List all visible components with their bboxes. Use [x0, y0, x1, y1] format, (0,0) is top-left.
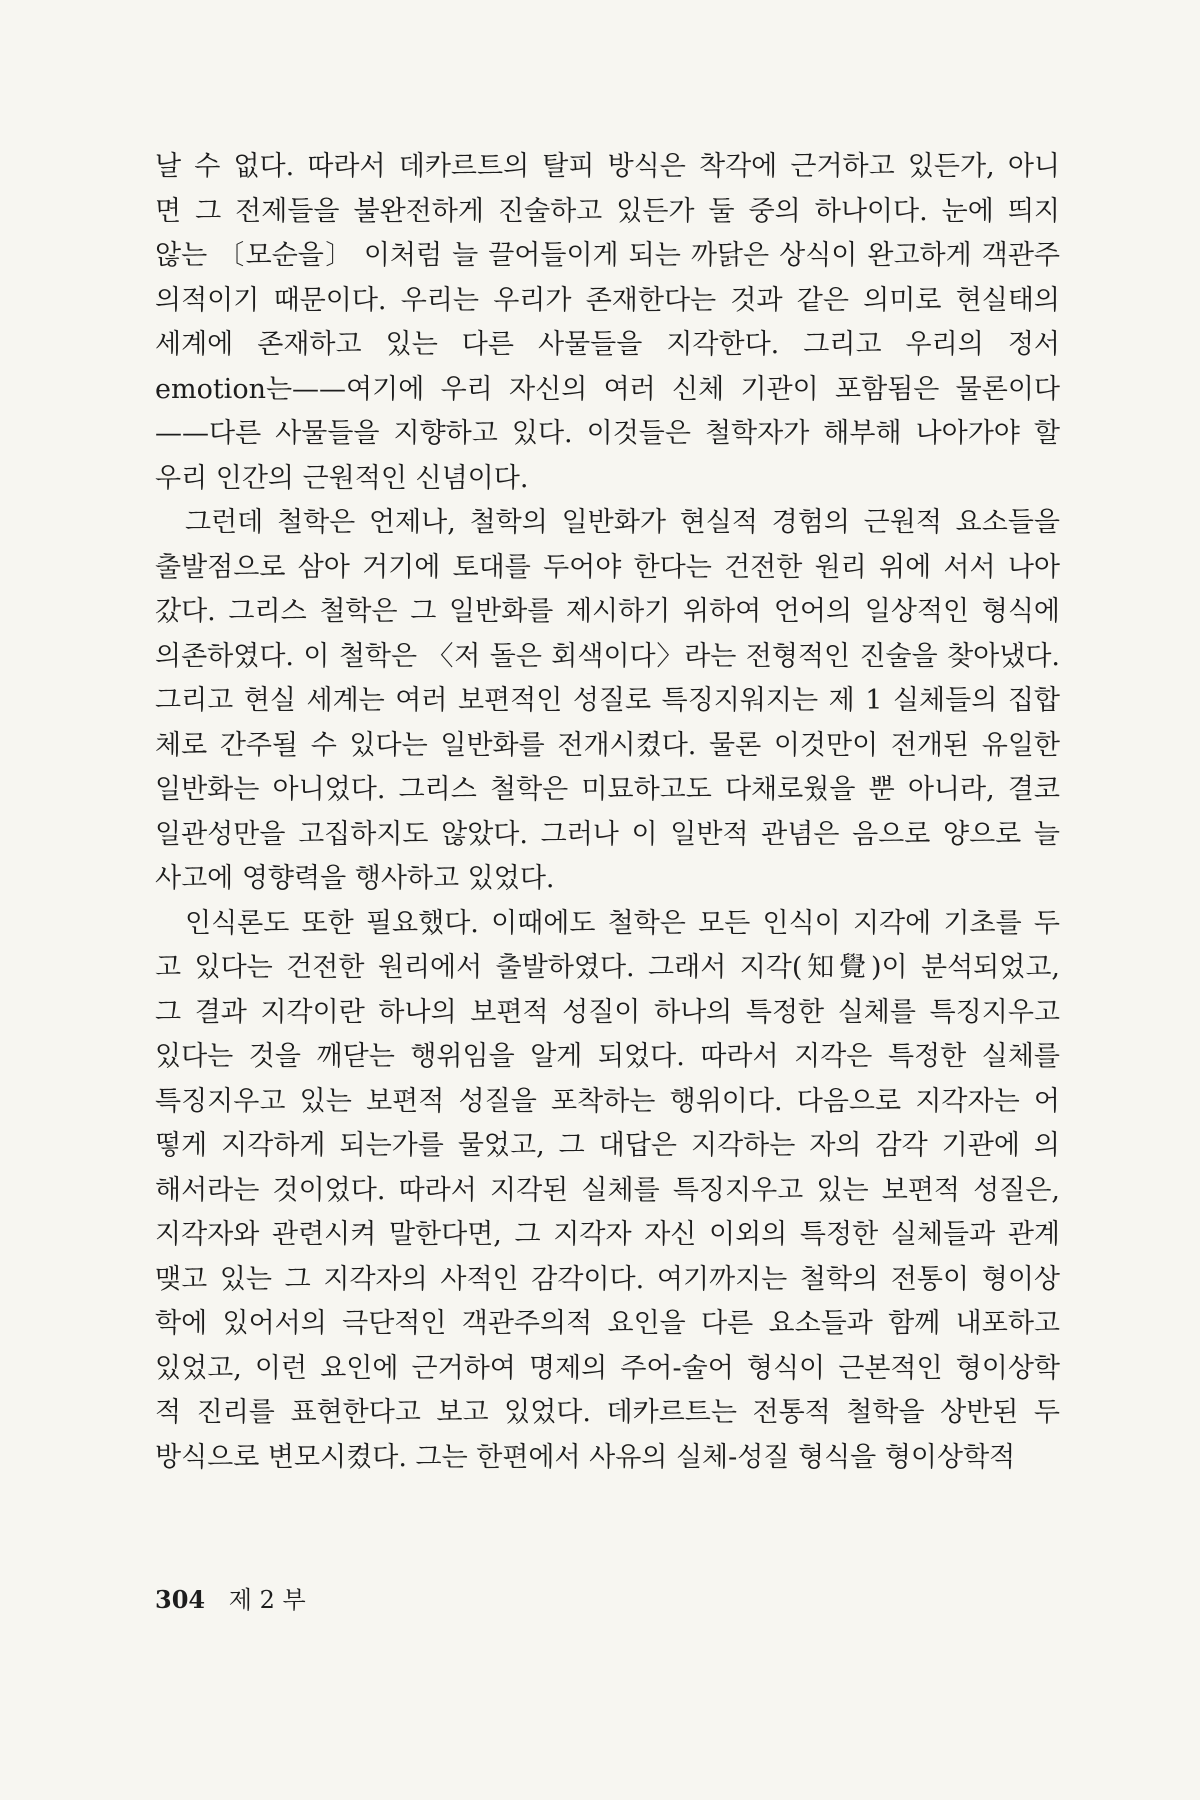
- text-line: 일반화는 아니었다. 그리스 철학은 미묘하고도 다채로웠을 뿐 아니라, 결코: [155, 774, 1060, 805]
- text-line: 떻게 지각하게 되는가를 물었고, 그 대답은 지각하는 자의 감각 기관에 의: [155, 1130, 1060, 1161]
- text-line: 방식으로 변모시켰다. 그는 한편에서 사유의 실체-성질 형식을 형이상학적: [155, 1441, 1016, 1473]
- text-line: 사고에 영향력을 행사하고 있었다.: [155, 863, 555, 894]
- text-line: 있었고, 이런 요인에 근거하여 명제의 주어-술어 형식이 근본적인 형이상학: [155, 1352, 1060, 1384]
- text-line: 일관성만을 고집하지도 않았다. 그러나 이 일반적 관념은 음으로 양으로 늘: [155, 818, 1060, 850]
- text-line: 맺고 있는 그 지각자의 사적인 감각이다. 여기까지는 철학의 전통이 형이상: [155, 1263, 1060, 1295]
- text-line: 고 있다는 건전한 원리에서 출발하였다. 그래서 지각(知覺)이 분석되었고,: [155, 952, 1060, 983]
- page-number: 304: [155, 1585, 206, 1614]
- text-line: 인식론도 또한 필요했다. 이때에도 철학은 모든 인식이 지각에 기초를 두: [185, 907, 1060, 939]
- text-line: 지각자와 관련시켜 말한다면, 그 지각자 자신 이외의 특정한 실체들과 관계: [155, 1219, 1060, 1250]
- text-line: 날 수 없다. 따라서 데카르트의 탈피 방식은 착각에 근거하고 있든가, 아니: [155, 151, 1060, 182]
- text-line: ——다른 사물들을 지향하고 있다. 이것들은 철학자가 해부해 나아가야 할: [155, 418, 1060, 449]
- text-line: 있다는 것을 깨닫는 행위임을 알게 되었다. 따라서 지각은 특정한 실체를: [155, 1041, 1060, 1072]
- text-line: 의적이기 때문이다. 우리는 우리가 존재한다는 것과 같은 의미로 현실태의: [155, 284, 1060, 316]
- part-label: 제 2 부: [228, 1586, 306, 1614]
- text-line: 해서라는 것이었다. 따라서 지각된 실체를 특징지우고 있는 보편적 성질은,: [155, 1174, 1060, 1206]
- text-line: 특징지우고 있는 보편적 성질을 포착하는 행위이다. 다음으로 지각자는 어: [155, 1085, 1060, 1117]
- body-text: [155, 145, 1060, 1480]
- text-line: 우리 인간의 근원적인 신념이다.: [155, 462, 529, 494]
- text-line: 그 결과 지각이란 하나의 보편적 성질이 하나의 특정한 실체를 특징지우고: [155, 996, 1060, 1028]
- page-footer: [155, 1585, 306, 1615]
- text-line: 의존하였다. 이 철학은 〈저 돌은 회색이다〉라는 전형적인 진술을 찾아냈다.: [155, 640, 1060, 672]
- text-line: 갔다. 그리스 철학은 그 일반화를 제시하기 위하여 언어의 일상적인 형식에: [155, 596, 1060, 627]
- text-line: 학에 있어서의 극단적인 객관주의적 요인을 다른 요소들과 함께 내포하고: [155, 1308, 1060, 1339]
- text-line: 그런데 철학은 언제나, 철학의 일반화가 현실적 경험의 근원적 요소들을: [185, 507, 1060, 538]
- text-line: 출발점으로 삼아 거기에 토대를 두어야 한다는 건전한 원리 위에 서서 나아: [155, 551, 1060, 583]
- text-line: 적 진리를 표현한다고 보고 있었다. 데카르트는 전통적 철학을 상반된 두: [155, 1397, 1060, 1428]
- text-line: 면 그 전제들을 불완전하게 진술하고 있든가 둘 중의 하나이다. 눈에 띄지: [155, 195, 1060, 227]
- text-line: 않는 〔모순을〕 이처럼 늘 끌어들이게 되는 까닭은 상식이 완고하게 객관주: [155, 240, 1060, 271]
- text-line: 체로 간주될 수 있다는 일반화를 전개시켰다. 물론 이것만이 전개된 유일한: [155, 729, 1060, 761]
- text-line: emotion는——여기에 우리 자신의 여러 신체 기관이 포함됨은 물론이다: [155, 373, 1060, 405]
- text-line: 세계에 존재하고 있는 다른 사물들을 지각한다. 그리고 우리의 정서: [155, 329, 1060, 360]
- text-line: 그리고 현실 세계는 여러 보편적인 성질로 특징지워지는 제 1 실체들의 집합: [155, 685, 1060, 716]
